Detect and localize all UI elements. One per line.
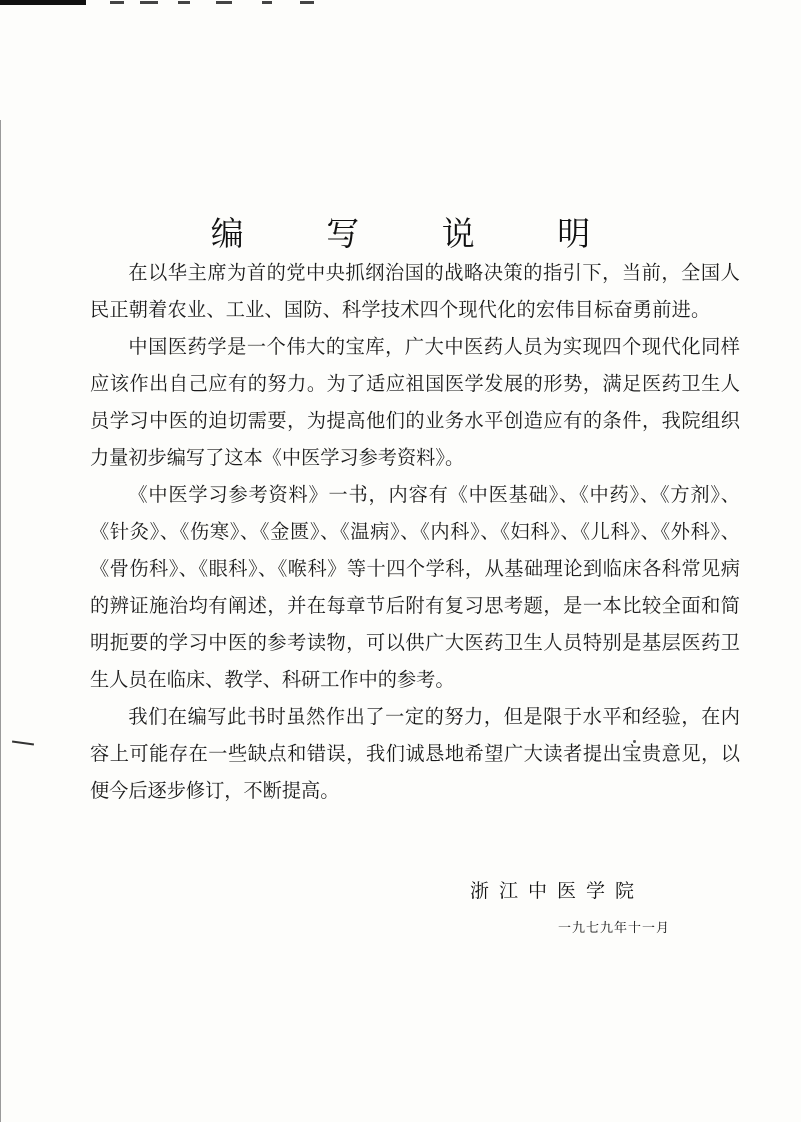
scan-speck — [12, 740, 34, 745]
scan-artifact-top — [0, 0, 330, 6]
scan-artifact-dash — [262, 1, 272, 4]
paragraph-2: 中国医药学是一个伟大的宝库，广大中医药人员为实现四个现代化同样应该作出自己应有的努力。为了适应祖国医学发展的形势，满足医药卫生人员学习中医的迫切需要，为提高他们的业务水平创造应有的条件，我院组织力量初步编写了这本《中医学习参考资料》。 — [90, 335, 740, 469]
paragraph-1: 在以华主席为首的党中央抓纲治国的战略决策的指引下，当前，全国人民正朝着农业、工业、国防、科学技术四个现代化的宏伟目标奋勇前进。 — [90, 261, 740, 321]
paragraph-3: 《中医学习参考资料》一书，内容有《中医基础》、《中药》、《方剂》、《针灸》、《伤寒》、《金匮》、《温病》、《内科》、《妇科》、《儿科》、《外科》、《骨伤科》、《眼科》、《喉科》等十四个学科，从基础理论到临床各科常见病的辨证施治均有阐述，并在每章节后附有复习思考题，是一本比较全面和简明扼要的学习中医的参考读物，可以供广大医药卫生人员特别是基层医药卫生人员在临床、教学、科研工作中的参考。 — [90, 483, 740, 691]
scan-artifact-dash — [140, 1, 158, 4]
scan-artifact-dash — [110, 1, 124, 4]
scan-artifact-dash — [178, 1, 190, 4]
signature-institution: 浙江中医学院 — [470, 880, 645, 902]
scan-artifact-bar — [0, 0, 86, 5]
body-text — [90, 254, 740, 809]
scan-artifact-dash — [216, 1, 232, 4]
page-title: 编 写 说 明 — [210, 214, 627, 254]
signature-date: 一九七九年十一月 — [558, 921, 671, 936]
scan-left-edge — [0, 120, 1, 1122]
paragraph-4: 我们在编写此书时虽然作出了一定的努力，但是限于水平和经验，在内容上可能存在一些缺点和错误，我们诚恳地希望广大读者提出宝贵意见，以便今后逐步修订，不断提高。 — [90, 705, 740, 802]
scan-artifact-dash — [300, 1, 314, 4]
